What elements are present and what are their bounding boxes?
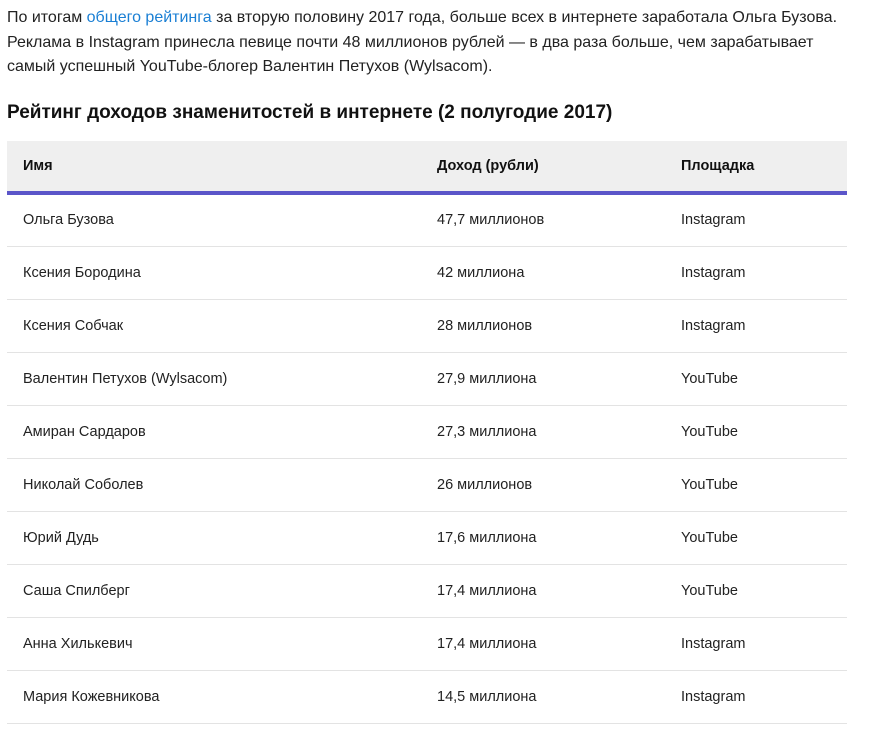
- cell-income: 27,3 миллиона: [421, 405, 665, 458]
- cell-name: Юрий Дудь: [7, 511, 421, 564]
- column-header-income: Доход (рубли): [421, 141, 665, 193]
- cell-income: 17,6 миллиона: [421, 511, 665, 564]
- table-row: [7, 299, 847, 352]
- intro-text-rest: за вторую половину 2017 года, больше всех в интернете заработала Ольга Бузова. Реклама в Instagram принесла певице почти 48 миллионов рублей — в два раза больше, чем зарабатывает самый успешный YouTube-блогер Валентин Петухов (Wylsacom).: [7, 9, 838, 75]
- cell-income: 14,5 миллиона: [421, 670, 665, 723]
- table-row: [7, 246, 847, 299]
- table-heading: Рейтинг доходов знаменитостей в интернете (2 полугодие 2017): [7, 102, 613, 123]
- table-row: [7, 511, 847, 564]
- cell-name: Анна Хилькевич: [7, 617, 421, 670]
- table-body: [7, 193, 847, 723]
- cell-income: 17,4 миллиона: [421, 564, 665, 617]
- cell-income: 47,7 миллионов: [421, 193, 665, 246]
- cell-name: Николай Соболев: [7, 458, 421, 511]
- table-row: [7, 352, 847, 405]
- cell-platform: YouTube: [665, 405, 847, 458]
- table-header: [7, 141, 847, 193]
- cell-name: Ксения Собчак: [7, 299, 421, 352]
- column-header-name: Имя: [7, 141, 421, 193]
- cell-name: Валентин Петухов (Wylsacom): [7, 352, 421, 405]
- cell-income: 17,4 миллиона: [421, 617, 665, 670]
- cell-name: Амиран Сардаров: [7, 405, 421, 458]
- cell-platform: Instagram: [665, 670, 847, 723]
- cell-income: 26 миллионов: [421, 458, 665, 511]
- table-row: [7, 458, 847, 511]
- cell-name: Ксения Бородина: [7, 246, 421, 299]
- cell-name: Саша Спилберг: [7, 564, 421, 617]
- cell-platform: YouTube: [665, 352, 847, 405]
- table-row: [7, 193, 847, 246]
- cell-name: Ольга Бузова: [7, 193, 421, 246]
- cell-platform: YouTube: [665, 511, 847, 564]
- table-row: [7, 617, 847, 670]
- cell-income: 42 миллиона: [421, 246, 665, 299]
- table-row: [7, 564, 847, 617]
- table-header-row: [7, 141, 847, 193]
- income-ranking-table: [7, 141, 847, 724]
- cell-name: Мария Кожевникова: [7, 670, 421, 723]
- column-header-platform: Площадка: [665, 141, 847, 193]
- cell-platform: Instagram: [665, 193, 847, 246]
- cell-platform: YouTube: [665, 564, 847, 617]
- table-row: [7, 670, 847, 723]
- cell-platform: Instagram: [665, 246, 847, 299]
- cell-platform: Instagram: [665, 299, 847, 352]
- cell-income: 27,9 миллиона: [421, 352, 665, 405]
- intro-paragraph: [7, 6, 852, 80]
- cell-platform: Instagram: [665, 617, 847, 670]
- cell-platform: YouTube: [665, 458, 847, 511]
- overall-rating-link[interactable]: общего рейтинга: [86, 9, 212, 26]
- intro-text-start: По итогам: [7, 9, 87, 26]
- table-row: [7, 405, 847, 458]
- cell-income: 28 миллионов: [421, 299, 665, 352]
